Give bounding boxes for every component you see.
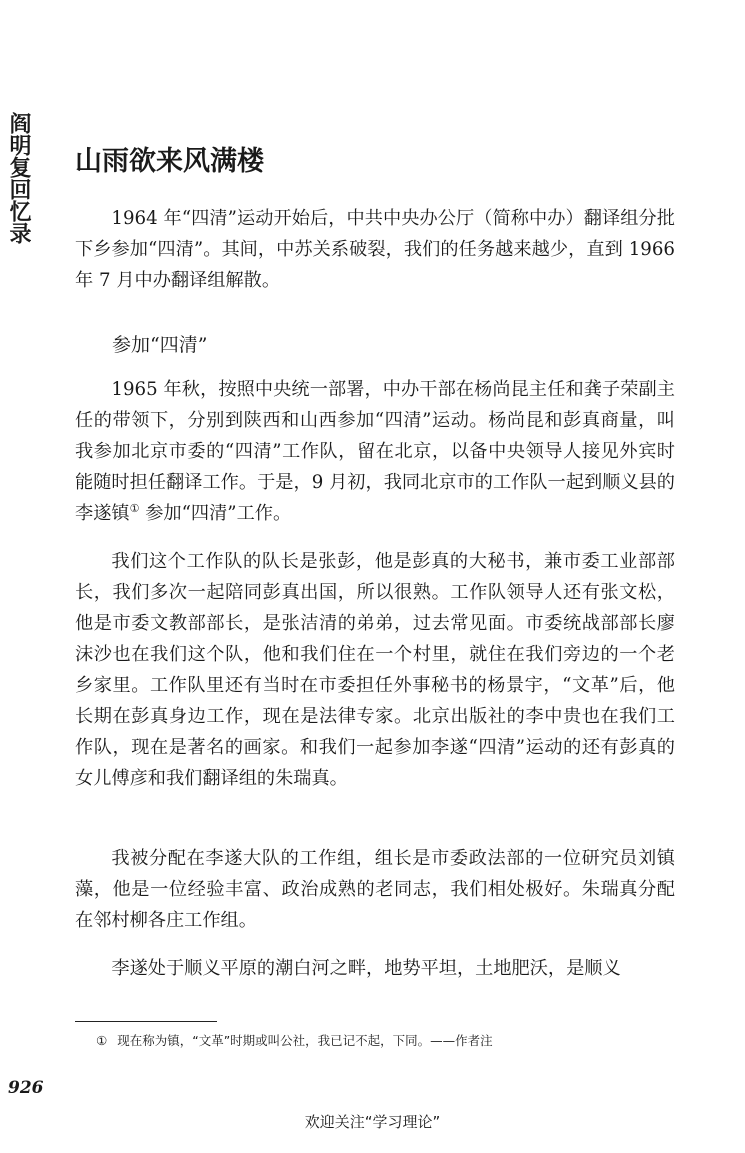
body-paragraph-2: 我们这个工作队的队长是张彭，他是彭真的大秘书，兼市委工业部部长，我们多次一起陪同彭真出国，所以很熟。工作队领导人还有张文松，他是市委文教部部长，是张洁清的弟弟，过去常见面。市委统战部部长廖沫沙也在我们这个队，他和我们住在一个村里，就住在我们旁边的一个老乡家里。工作队里还有当时在市委担任外事秘书的杨景宇，“文革”后，他长期在彭真身边工作，现在是法律专家。北京出版社的李中贵也在我们工作队，现在是著名的画家。和我们一起参加李遂“四清”运动的还有彭真的女儿傅彦和我们翻译组的朱瑞真。 [75,551,675,789]
body-paragraph-4: 李遂处于顺义平原的潮白河之畔，地势平坦，土地肥沃，是顺义 [111,958,621,979]
footnote [96,1030,493,1052]
body-paragraph-3: 我被分配在李遂大队的工作组，组长是市委政法部的一位研究员刘镇藻，他是一位经验丰富、政治成熟的老同志，我们相处极好。朱瑞真分配在邻村柳各庄工作组。 [75,848,675,931]
footnote-text: 现在称为镇，“文革”时期或叫公社，我已记不起，下同。——作者注 [117,1033,493,1048]
body-paragraph-1-tail: 参加“四清”工作。 [139,503,292,524]
page-number: 926 [8,1078,44,1098]
chapter-title: 山雨欲来风满楼 [75,146,264,177]
section-title: 参加“四清” [112,334,208,356]
watermark-text: 欢迎关注“学习理论” [304,1113,441,1131]
running-head-book-title: 阎明复回忆录 [6,112,32,244]
body-paragraph-1-text: 1965 年秋，按照中央统一部署，中办干部在杨尚昆主任和龚子荣副主任的带领下，分别到陕西和山西参加“四清”运动。杨尚昆和彭真商量，叫我参加北京市委的“四清”工作队，留在北京，以备中央领导人接见外宾时能随时担任翻译工作。于是，9 月初，我同北京市的工作队一起到顺义县的李遂镇 [75,379,675,524]
footnote-marker: ① [96,1033,108,1048]
footnote-reference[interactable]: ① [129,501,140,515]
footnote-divider [75,1021,217,1022]
body-paragraph-1 [75,374,675,529]
intro-paragraph: 1964 年“四清”运动开始后，中共中央办公厅（简称中办）翻译组分批下乡参加“四清”。其间，中苏关系破裂，我们的任务越来越少，直到 1966 年 7 月中办翻译组解散。 [75,208,675,291]
